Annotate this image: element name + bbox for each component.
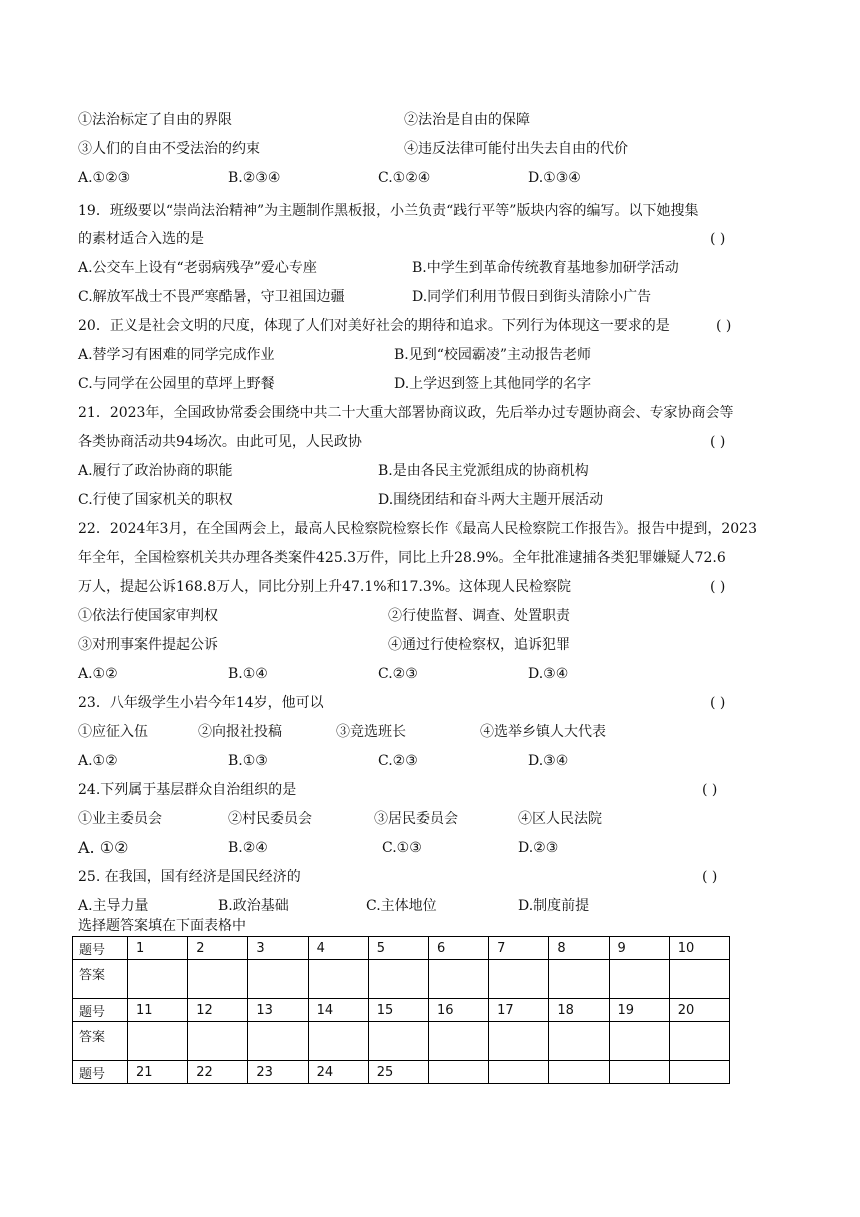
q19-stem-line-2: 的素材适合入选的是 bbox=[78, 231, 204, 247]
q23-stem-line-1: 23．八年级学生小岩今年14岁，他可以 bbox=[78, 695, 324, 711]
q24-statement-1: ①业主委员会 bbox=[78, 811, 162, 827]
question-number-cell: 25 bbox=[368, 1061, 428, 1084]
answer-cell[interactable] bbox=[188, 960, 248, 999]
q20-choice-c: C.与同学在公园里的草坪上野餐 bbox=[78, 376, 275, 392]
row-label-answer: 答案 bbox=[73, 1022, 128, 1061]
q23-choice-a: A.①② bbox=[78, 753, 118, 769]
question-number-cell: 11 bbox=[128, 999, 188, 1022]
q19-stem-line-1: 19．班级要以“崇尚法治精神”为主题制作黑板报，小兰负责“践行平等”版块内容的编写。以下她搜集 bbox=[78, 203, 699, 219]
question-number-cell: 22 bbox=[188, 1061, 248, 1084]
answer-cell[interactable] bbox=[609, 1022, 669, 1061]
answer-table-answer-row bbox=[73, 960, 730, 999]
question-number-cell: 3 bbox=[248, 937, 308, 960]
q22-choice-b: B.①④ bbox=[228, 666, 268, 682]
answer-cell[interactable] bbox=[489, 1022, 549, 1061]
q24-choice-d: D.②③ bbox=[518, 840, 559, 856]
q19-choice-b: B.中学生到革命传统教育基地参加研学活动 bbox=[412, 260, 679, 276]
q20-choice-a: A.替学习有困难的同学完成作业 bbox=[78, 347, 275, 363]
answer-table-number-row bbox=[73, 1061, 730, 1084]
question-number-cell: 13 bbox=[248, 999, 308, 1022]
answer-cell[interactable] bbox=[308, 1022, 368, 1061]
question-number-cell: 23 bbox=[248, 1061, 308, 1084]
question-number-cell: 14 bbox=[308, 999, 368, 1022]
q18-statement-4: ④违反法律可能付出失去自由的代价 bbox=[404, 141, 628, 157]
q19-choice-a: A.公交车上设有“老弱病残孕”爱心专座 bbox=[78, 260, 317, 276]
answer-cell[interactable] bbox=[669, 960, 729, 999]
q25-stem-line-1: 25. 在我国，国有经济是国民经济的 bbox=[78, 869, 301, 885]
answer-cell[interactable] bbox=[248, 960, 308, 999]
q24-choice-a: A. ①② bbox=[78, 838, 129, 857]
question-number-cell bbox=[549, 1061, 609, 1084]
question-number-cell bbox=[489, 1061, 549, 1084]
q22-stem-line-3: 万人，提起公诉168.8万人，同比分别上升47.1%和17.3%。这体现人民检察院 bbox=[78, 579, 572, 595]
q20-choice-b: B.见到“校园霸凌”主动报告老师 bbox=[394, 347, 592, 363]
answer-cell[interactable] bbox=[308, 960, 368, 999]
answer-table-number-row bbox=[73, 937, 730, 960]
q22-stem-line-2: 年全年，全国检察机关共办理各类案件425.3万件，同比上升28.9%。全年批准逮捕各类犯罪嫌疑人72.6 bbox=[78, 550, 726, 566]
q24-choice-c: C.①③ bbox=[382, 840, 422, 856]
q23-choice-d: D.③④ bbox=[528, 753, 569, 769]
q19-choice-d: D.同学们利用节假日到街头清除小广告 bbox=[412, 289, 652, 305]
q22-statement-1: ①依法行使国家审判权 bbox=[78, 608, 218, 624]
q18-statement-3: ③人们的自由不受法治的约束 bbox=[78, 141, 260, 157]
question-number-cell: 20 bbox=[669, 999, 729, 1022]
question-number-cell bbox=[609, 1061, 669, 1084]
q18-choice-d: D.①③④ bbox=[528, 170, 581, 186]
question-number-cell: 21 bbox=[128, 1061, 188, 1084]
answer-cell[interactable] bbox=[128, 1022, 188, 1061]
question-number-cell: 18 bbox=[549, 999, 609, 1022]
answer-cell[interactable] bbox=[128, 960, 188, 999]
q23-statement-2: ②向报社投稿 bbox=[198, 724, 282, 740]
question-number-cell: 19 bbox=[609, 999, 669, 1022]
answer-table-caption: 选择题答案填在下面表格中 bbox=[78, 918, 246, 934]
q24-stem-line-1: 24.下列属于基层群众自治组织的是 bbox=[78, 782, 297, 798]
q25-choice-a: A.主导力量 bbox=[78, 898, 149, 914]
q20-stem-line-1: 20．正义是社会文明的尺度，体现了人们对美好社会的期待和追求。下列行为体现这一要求的是 bbox=[78, 318, 670, 334]
q21-answer-paren: ( ) bbox=[710, 434, 726, 450]
answer-cell[interactable] bbox=[248, 1022, 308, 1061]
q22-answer-paren: ( ) bbox=[710, 579, 726, 595]
row-label-number: 题号 bbox=[73, 937, 128, 960]
q21-stem-line-2: 各类协商活动共94场次。由此可见，人民政协 bbox=[78, 434, 362, 450]
question-number-cell: 1 bbox=[128, 937, 188, 960]
question-number-cell: 17 bbox=[489, 999, 549, 1022]
question-number-cell: 2 bbox=[188, 937, 248, 960]
question-number-cell bbox=[428, 1061, 488, 1084]
q22-statement-3: ③对刑事案件提起公诉 bbox=[78, 637, 218, 653]
q18-choice-b: B.②③④ bbox=[228, 170, 281, 186]
question-number-cell: 12 bbox=[188, 999, 248, 1022]
question-number-cell bbox=[669, 1061, 729, 1084]
answer-cell[interactable] bbox=[549, 1022, 609, 1061]
question-number-cell: 24 bbox=[308, 1061, 368, 1084]
q22-choice-c: C.②③ bbox=[378, 666, 418, 682]
q22-choice-a: A.①② bbox=[78, 666, 118, 682]
q19-choice-c: C.解放军战士不畏严寒酷暑，守卫祖国边疆 bbox=[78, 289, 345, 305]
q24-statement-3: ③居民委员会 bbox=[374, 811, 458, 827]
q23-statement-3: ③竞选班长 bbox=[336, 724, 406, 740]
q20-choice-d: D.上学迟到签上其他同学的名字 bbox=[394, 376, 592, 392]
row-label-number: 题号 bbox=[73, 999, 128, 1022]
q24-answer-paren: ( ) bbox=[702, 782, 718, 798]
answer-table-answer-row bbox=[73, 1022, 730, 1061]
q18-choice-a: A.①②③ bbox=[78, 170, 131, 186]
answer-cell[interactable] bbox=[549, 960, 609, 999]
row-label-answer: 答案 bbox=[73, 960, 128, 999]
question-number-cell: 4 bbox=[308, 937, 368, 960]
answer-cell[interactable] bbox=[489, 960, 549, 999]
q21-choice-b: B.是由各民主党派组成的协商机构 bbox=[378, 463, 589, 479]
question-number-cell: 9 bbox=[609, 937, 669, 960]
question-number-cell: 16 bbox=[428, 999, 488, 1022]
answer-cell[interactable] bbox=[428, 1022, 488, 1061]
q20-answer-paren: ( ) bbox=[716, 318, 732, 334]
q21-choice-a: A.履行了政治协商的职能 bbox=[78, 463, 233, 479]
q23-statement-4: ④选举乡镇人大代表 bbox=[480, 724, 606, 740]
q23-choice-c: C.②③ bbox=[378, 753, 418, 769]
question-number-cell: 6 bbox=[428, 937, 488, 960]
answer-cell[interactable] bbox=[368, 960, 428, 999]
q25-choice-d: D.制度前提 bbox=[518, 898, 590, 914]
q24-statement-2: ②村民委员会 bbox=[228, 811, 312, 827]
q22-statement-2: ②行使监督、调查、处置职责 bbox=[388, 608, 570, 624]
q23-choice-b: B.①③ bbox=[228, 753, 268, 769]
q21-choice-c: C.行使了国家机关的职权 bbox=[78, 492, 233, 508]
q25-choice-c: C.主体地位 bbox=[366, 898, 437, 914]
q22-stem-line-1: 22．2024年3月，在全国两会上，最高人民检察院检察长作《最高人民检察院工作报告》。报告中提到，2023 bbox=[78, 521, 757, 537]
answer-cell[interactable] bbox=[368, 1022, 428, 1061]
row-label-number: 题号 bbox=[73, 1061, 128, 1084]
answer-cell[interactable] bbox=[669, 1022, 729, 1061]
q25-answer-paren: ( ) bbox=[702, 869, 718, 885]
q22-choice-d: D.③④ bbox=[528, 666, 569, 682]
q23-statement-1: ①应征入伍 bbox=[78, 724, 148, 740]
answer-table-number-row bbox=[73, 999, 730, 1022]
q21-choice-d: D.围绕团结和奋斗两大主题开展活动 bbox=[378, 492, 604, 508]
answer-cell[interactable] bbox=[428, 960, 488, 999]
q24-choice-b: B.②④ bbox=[228, 840, 268, 856]
question-number-cell: 5 bbox=[368, 937, 428, 960]
q18-choice-c: C.①②④ bbox=[378, 170, 431, 186]
q25-choice-b: B.政治基础 bbox=[218, 898, 289, 914]
answer-cell[interactable] bbox=[609, 960, 669, 999]
q23-answer-paren: ( ) bbox=[710, 695, 726, 711]
question-number-cell: 8 bbox=[549, 937, 609, 960]
question-number-cell: 10 bbox=[669, 937, 729, 960]
q19-answer-paren: ( ) bbox=[710, 231, 726, 247]
question-number-cell: 7 bbox=[489, 937, 549, 960]
q22-statement-4: ④通过行使检察权，追诉犯罪 bbox=[388, 637, 570, 653]
q21-stem-line-1: 21．2023年，全国政协常委会围绕中共二十大重大部署协商议政，先后举办过专题协商会、专家协商会等 bbox=[78, 405, 734, 421]
q24-statement-4: ④区人民法院 bbox=[518, 811, 602, 827]
answer-cell[interactable] bbox=[188, 1022, 248, 1061]
answer-table bbox=[72, 936, 730, 1084]
question-number-cell: 15 bbox=[368, 999, 428, 1022]
q18-statement-1: ①法治标定了自由的界限 bbox=[78, 112, 232, 128]
q18-statement-2: ②法治是自由的保障 bbox=[404, 112, 530, 128]
